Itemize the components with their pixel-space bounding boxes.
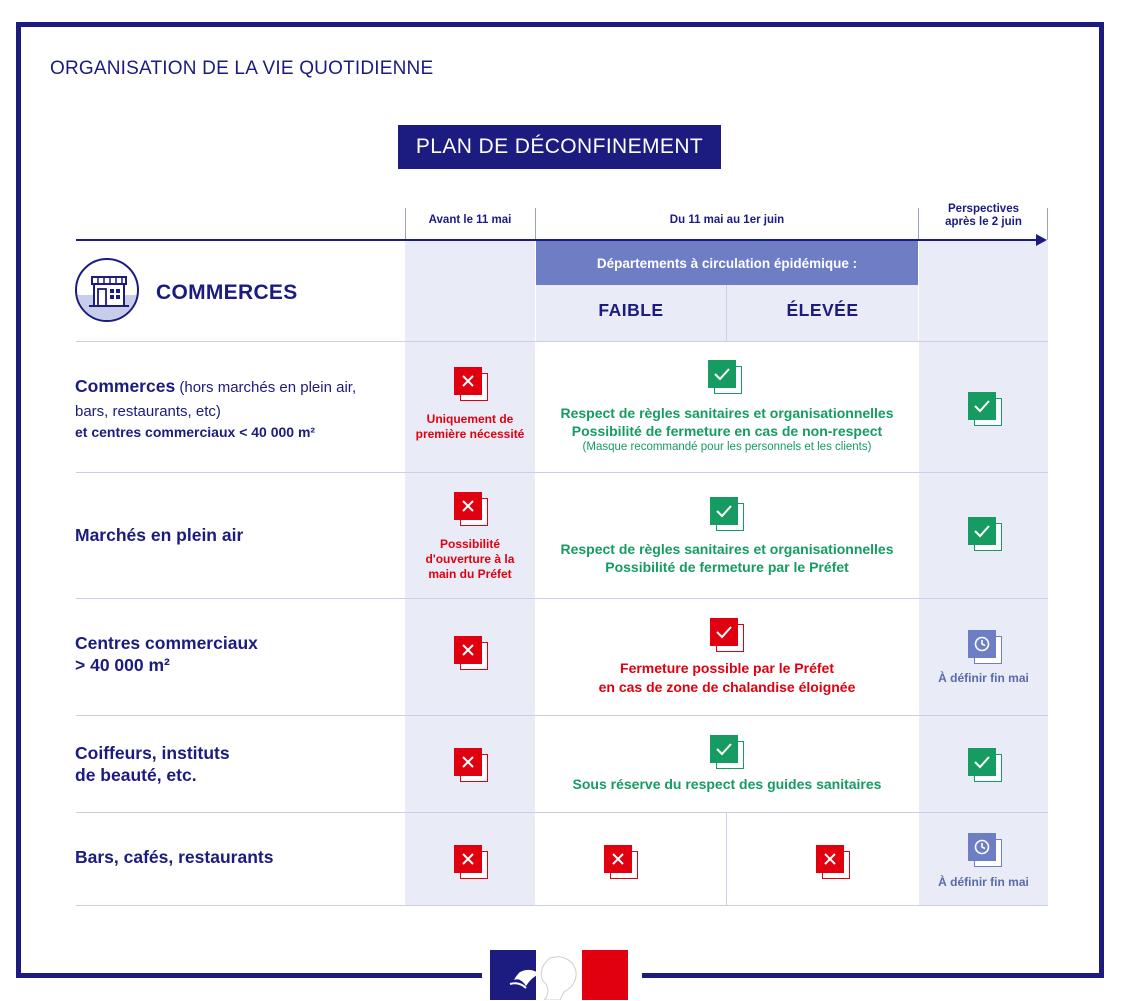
before-note-l1: Possibilité bbox=[439, 537, 501, 551]
header-during: Du 11 mai au 1er juin bbox=[669, 214, 785, 226]
closed-icon bbox=[454, 845, 488, 879]
row-label-l1: Coiffeurs, instituts bbox=[75, 743, 230, 763]
after-note: À définir fin mai bbox=[938, 671, 1029, 685]
departments-bar: Départements à circulation épidémique : bbox=[536, 241, 918, 285]
col-divider bbox=[726, 285, 727, 341]
col-head-faible: FAIBLE bbox=[598, 300, 664, 320]
row-label-centres bbox=[75, 632, 405, 676]
row-label-l2: de beauté, etc. bbox=[75, 765, 197, 785]
category-title: COMMERCES bbox=[156, 281, 298, 304]
open-icon bbox=[968, 392, 1002, 426]
row-divider bbox=[76, 341, 1048, 342]
during-l2: en cas de zone de chalandise éloignée bbox=[598, 679, 856, 695]
header-after-line1: Perspectives bbox=[948, 203, 1019, 215]
during-note bbox=[536, 404, 918, 455]
before-note bbox=[405, 412, 535, 442]
timeline-tick bbox=[535, 208, 536, 240]
during-l1: Respect de règles sanitaires et organisationnelles bbox=[560, 541, 894, 557]
storefront-icon bbox=[77, 260, 139, 322]
checked-restricted-icon bbox=[710, 618, 744, 652]
row-label-sub: et centres commerciaux < 40 000 m² bbox=[75, 424, 316, 440]
timeline-tick bbox=[405, 208, 406, 240]
during-l2: Possibilité de fermeture en cas de non-respect bbox=[571, 423, 883, 439]
closed-icon bbox=[454, 367, 488, 401]
closed-icon bbox=[454, 492, 488, 526]
marianne-logo bbox=[490, 950, 628, 1000]
row-divider bbox=[76, 715, 1048, 716]
closed-icon bbox=[454, 636, 488, 670]
row-divider bbox=[76, 472, 1048, 473]
row-label-l2: > 40 000 m² bbox=[75, 655, 170, 675]
row-label-light: (hors marchés en plein air, bbox=[175, 379, 357, 396]
row-label-bars: Bars, cafés, restaurants bbox=[75, 847, 274, 867]
shop-icon bbox=[75, 258, 139, 322]
row-label-bold: Commerces bbox=[75, 376, 176, 396]
col-head-elevee: ÉLEVÉE bbox=[786, 300, 859, 320]
row-divider bbox=[76, 812, 1048, 813]
timeline-arrowhead-icon bbox=[1036, 234, 1047, 246]
open-icon bbox=[708, 360, 742, 394]
open-icon bbox=[710, 497, 744, 531]
row-divider bbox=[76, 905, 1048, 906]
row-label-l1: Centres commerciaux bbox=[75, 633, 258, 653]
during-l2: Possibilité de fermeture par le Préfet bbox=[605, 559, 849, 575]
col-divider bbox=[726, 812, 727, 905]
section-title: ORGANISATION DE LA VIE QUOTIDIENNE bbox=[50, 58, 434, 79]
clock-icon bbox=[968, 630, 1002, 664]
during-note bbox=[536, 540, 918, 576]
marianne-profile-icon bbox=[490, 950, 628, 1000]
during-note: Sous réserve du respect des guides sanitaires bbox=[572, 776, 882, 792]
during-note bbox=[536, 659, 918, 697]
before-note-l1: Uniquement de bbox=[426, 412, 514, 426]
during-small: (Masque recommandé pour les personnels et les clients) bbox=[582, 441, 872, 453]
closed-icon bbox=[604, 845, 638, 879]
closed-icon bbox=[454, 748, 488, 782]
plan-title: PLAN DE DÉCONFINEMENT bbox=[398, 125, 721, 169]
before-note-l3: main du Préfet bbox=[428, 567, 512, 581]
closed-icon bbox=[816, 845, 850, 879]
header-before: Avant le 11 mai bbox=[428, 214, 512, 226]
before-note bbox=[405, 537, 535, 582]
open-icon bbox=[710, 735, 744, 769]
header-after bbox=[919, 203, 1048, 229]
row-divider bbox=[76, 598, 1048, 599]
header-after-line2: après le 2 juin bbox=[945, 216, 1022, 228]
row-label-light2: bars, restaurants, etc) bbox=[75, 403, 221, 420]
open-icon bbox=[968, 517, 1002, 551]
before-note-l2: d'ouverture à la bbox=[425, 552, 515, 566]
open-icon bbox=[968, 748, 1002, 782]
clock-icon bbox=[968, 833, 1002, 867]
before-note-l2: première nécessité bbox=[415, 427, 525, 441]
timeline-tick bbox=[918, 208, 919, 240]
timeline-tick bbox=[1047, 208, 1048, 240]
during-l1: Respect de règles sanitaires et organisationnelles bbox=[560, 405, 894, 421]
row-label-commerces bbox=[75, 375, 405, 442]
during-l1: Fermeture possible par le Préfet bbox=[620, 660, 834, 676]
row-label-coiffeurs bbox=[75, 742, 405, 786]
row-label-marches: Marchés en plein air bbox=[75, 525, 244, 545]
after-note: À définir fin mai bbox=[938, 875, 1029, 889]
